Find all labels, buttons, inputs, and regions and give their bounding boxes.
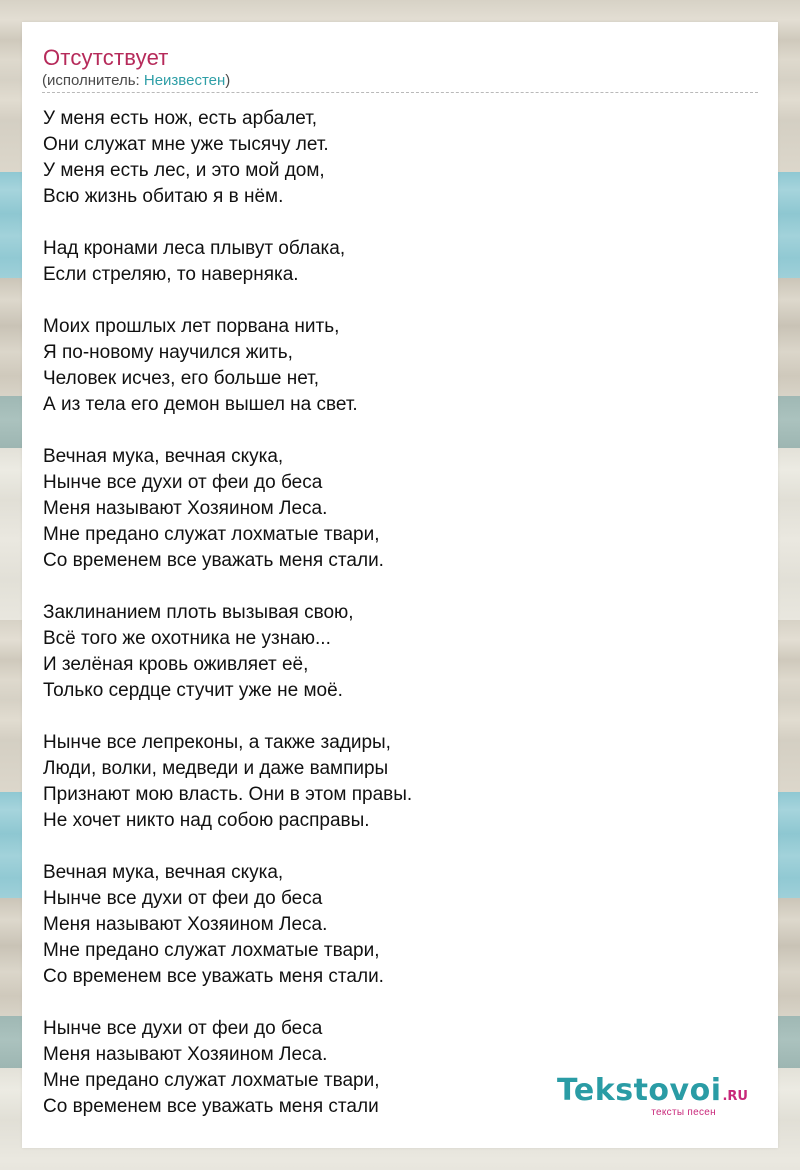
logo-name: Tekstovoi: [556, 1073, 722, 1108]
lyrics-line: Только сердце стучит уже не моё.: [43, 680, 343, 701]
lyrics-line: Моих прошлых лет порвана нить,: [43, 316, 340, 337]
lyrics-stanza: [43, 444, 743, 574]
lyrics-line: Нынче все духи от феи до беса: [43, 472, 323, 493]
lyrics-stanza: [43, 730, 743, 834]
lyrics-line: Мне предано служат лохматые твари,: [43, 1070, 380, 1091]
artist-suffix: ): [225, 72, 231, 89]
song-title: Отсутствует: [43, 45, 169, 70]
lyrics-card: [22, 22, 778, 1148]
lyrics-line: Меня называют Хозяином Леса.: [43, 1044, 328, 1065]
lyrics-stanza: [43, 314, 743, 418]
lyrics-stanza: [43, 106, 743, 210]
lyrics-line: Вечная мука, вечная скука,: [43, 446, 284, 467]
artist-link[interactable]: Неизвестен: [143, 72, 226, 89]
lyrics-line: И зелёная кровь оживляет её,: [43, 654, 309, 675]
site-logo[interactable]: [538, 1074, 748, 1122]
lyrics-line: Нынче все духи от феи до беса: [43, 888, 323, 909]
lyrics-line: Мне предано служат лохматые твари,: [43, 940, 380, 961]
lyrics-line: Человек исчез, его больше нет,: [43, 368, 320, 389]
lyrics-line: У меня есть нож, есть арбалет,: [43, 108, 318, 129]
lyrics-line: Вечная мука, вечная скука,: [43, 862, 284, 883]
artist-line: [42, 72, 230, 89]
lyrics-stanza: [43, 860, 743, 990]
lyrics-text: [43, 106, 743, 1120]
lyrics-line: Всю жизнь обитаю я в нём.: [43, 186, 284, 207]
lyrics-line: Я по-новому научился жить,: [43, 342, 293, 363]
lyrics-line: Нынче все лепреконы, а также задиры,: [43, 732, 391, 753]
lyrics-line: Не хочет никто над собою расправы.: [43, 810, 370, 831]
lyrics-line: А из тела его демон вышел на свет.: [43, 394, 358, 415]
lyrics-line: Если стреляю, то наверняка.: [43, 264, 299, 285]
lyrics-line: Мне предано служат лохматые твари,: [43, 524, 380, 545]
logo-tagline: тексты песен: [651, 1107, 716, 1118]
lyrics-line: Со временем все уважать меня стали.: [43, 966, 384, 987]
lyrics-line: Меня называют Хозяином Леса.: [43, 914, 328, 935]
lyrics-stanza: [43, 236, 743, 288]
artist-prefix: (исполнитель:: [42, 72, 144, 89]
lyrics-line: Меня называют Хозяином Леса.: [43, 498, 328, 519]
lyrics-line: У меня есть лес, и это мой дом,: [43, 160, 325, 181]
lyrics-line: Над кронами леса плывут облака,: [43, 238, 346, 259]
lyrics-line: Со временем все уважать меня стали: [43, 1096, 379, 1117]
lyrics-line: Со временем все уважать меня стали.: [43, 550, 384, 571]
lyrics-line: Нынче все духи от феи до беса: [43, 1018, 323, 1039]
lyrics-line: Люди, волки, медведи и даже вампиры: [43, 758, 389, 779]
logo-domain: .RU: [722, 1089, 748, 1104]
title-divider: [42, 92, 758, 93]
lyrics-line: Заклинанием плоть вызывая свою,: [43, 602, 354, 623]
lyrics-stanza: [43, 600, 743, 704]
lyrics-line: Всё того же охотника не узнаю...: [43, 628, 331, 649]
lyrics-line: Они служат мне уже тысячу лет.: [43, 134, 329, 155]
lyrics-line: Признают мою власть. Они в этом правы.: [43, 784, 413, 805]
